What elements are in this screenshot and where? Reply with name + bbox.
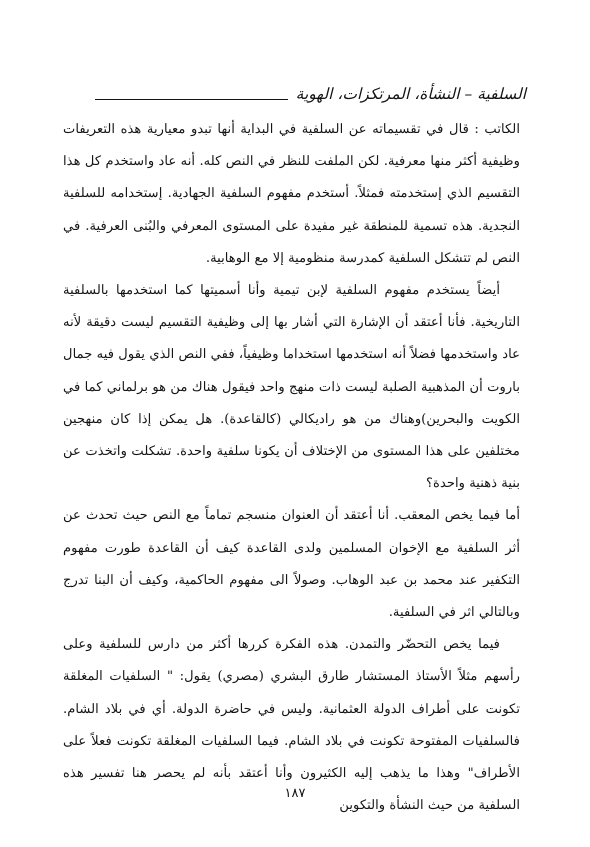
page-number: ١٨٧ xyxy=(284,786,306,801)
paragraph-4: فيما يخص التحضّر والتمدن. هذه الفكرة كررها أكثر من دارس للسلفية وعلى رأسهم مثلاً الأستاذ المستشار طارق البشري (مصري) يقول: " السلفيات المغلقة تكونت على أطراف الدولة العثمانية. وليس في حاضرة الدولة. أي في بلاد الشام. فالسلفيات المفتوحة تكونت في بلاد الشام. فيما السلفيات المغلقة تكونت فعلاً على الأطراف" وهذا ما يذهب إليه الكثيرون وأنا أعتقد بأنه لم يحصر هنا تفسير هذه السلفية من حيث النشأة والتكوين xyxy=(63,637,520,814)
running-header xyxy=(95,78,526,104)
paragraph-3: أما فيما يخص المعقب. أنا أعتقد أن العنوان منسجم تماماً مع النص حيث تحدث عن أثر السلفية مع الإخوان المسلمين ولدى القاعدة كيف أن القاعدة طورت مفهوم التكفير عند محمد بن عبد الوهاب. وصولاً الى مفهوم الحاكمية، وكيف أن البنا تدرج وبالتالي اثر في السلفية. xyxy=(63,508,520,621)
paragraph-1: الكاتب : قال في تقسيماته عن السلفية في البداية أنها تبدو معيارية هذه التعريفات وظيفية أكثر منها معرفية. لكن الملفت للنظر في النص كله. أنه عاد واستخدم كل هذا التقسيم الذي إستخدمته فمثلاً. أستخدم مفهوم السلفية الجهادية. إستخدامه للسلفية النجدية. هذه تسمية للمنطقة غير مفيدة على المستوى المعرفي والبُنى العرفية. في النص لم تتشكل السلفية كمدرسة منظومية إلا مع الوهابية. xyxy=(63,122,520,266)
paragraph-2: أيضاً يستخدم مفهوم السلفية لإبن تيمية وأنا أسميتها كما استخدمها بالسلفية التاريخية. فأنا أعتقد أن الإشارة التي أشار بها إلى وظيفية التقسيم ليست دقيقة لأنه عاد واستخدمها فضلاً أنه استخدمها استخداما وظيفياً، ففي النص الذي يقول فيه جمال باروت أن المذهبية الصلبة ليست ذات منهج واحد فيقول هناك من هو برلماني كما في الكويت والبحرين)وهناك من هو راديكالي (كالقاعدة). هل يمكن إذا كان منهجين مختلفين على هذا المستوى من الإختلاف أن يكونا سلفية واحدة. تشكلت واتخذت عن بنية ذهنية واحدة؟ xyxy=(63,283,520,492)
body-text xyxy=(63,114,520,822)
header-rule xyxy=(95,99,288,100)
running-header-title: السلفية – النشأة، المرتكزات، الهوية xyxy=(295,84,526,103)
